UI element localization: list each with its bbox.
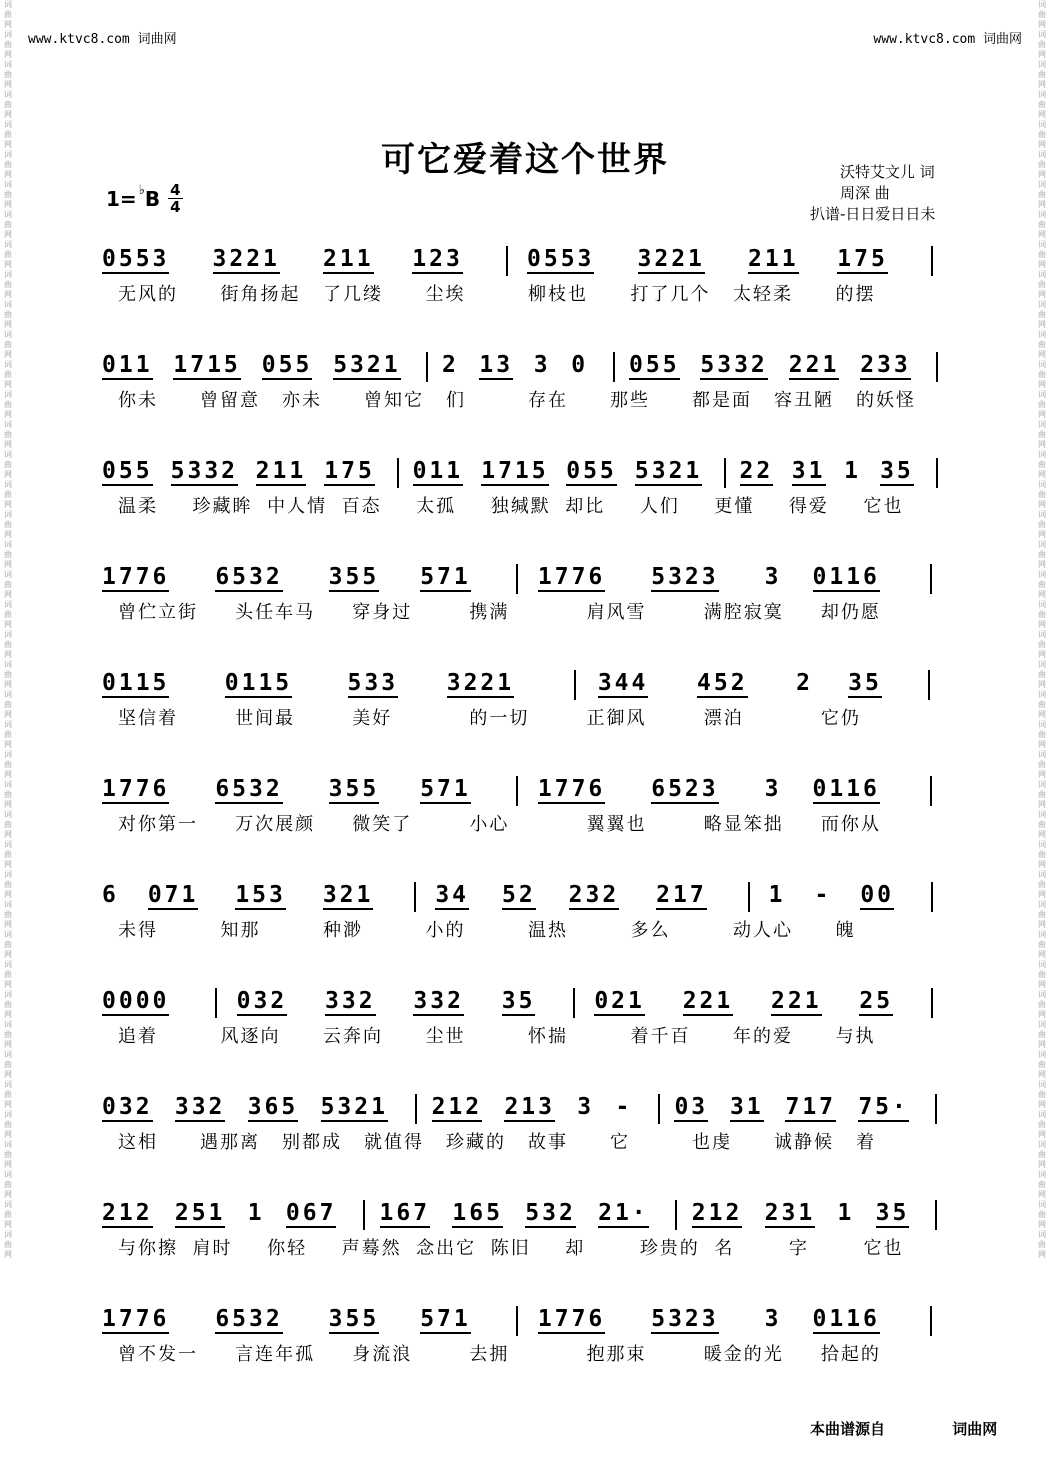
lyric-word: 身流浪 [352, 1344, 413, 1365]
score-row [98, 1198, 958, 1288]
lyric-word: 陈旧 [490, 1238, 531, 1259]
notes-line [98, 562, 958, 596]
note-group: 571 [420, 1306, 471, 1332]
score-row [98, 1092, 958, 1182]
note-group: 35 [880, 458, 914, 484]
lyric-word: 肩时 [192, 1238, 233, 1259]
note-group: 75· [858, 1094, 909, 1120]
lyrics-line [98, 916, 958, 942]
score-row [98, 350, 958, 440]
notes-line [98, 456, 958, 490]
note-group: 2 [442, 352, 459, 378]
lyric-word: 尘世 [425, 1026, 466, 1047]
lyric-word: 别都成 [282, 1132, 342, 1153]
lyric-word: 独缄默 [490, 496, 551, 517]
lyric-word: 温热 [528, 920, 568, 941]
lyric-word: 就值得 [364, 1132, 424, 1153]
note-group: 211 [323, 246, 374, 272]
note-group: 0115 [102, 670, 170, 696]
note-group: 165 [452, 1200, 503, 1226]
lyric-word: 怀揣 [528, 1026, 568, 1047]
lyric-word: 小心 [469, 814, 510, 835]
lyric-word: 遇那离 [200, 1132, 260, 1153]
note-group: 1776 [102, 776, 170, 802]
lyric-word: 世间最 [235, 708, 296, 729]
lyric-word: 云奔向 [323, 1026, 383, 1047]
note-group: 532 [525, 1200, 576, 1226]
note-group: 35 [501, 988, 536, 1014]
lyric-word: 穿身过 [352, 602, 413, 623]
note-group: 221 [682, 988, 734, 1014]
note-group: 0 [571, 352, 589, 378]
note-group: 6523 [651, 776, 719, 802]
key-signature [106, 182, 183, 215]
credits [810, 162, 935, 225]
watermark-right: www.ktvc8.com 词曲网 [873, 32, 1022, 47]
time-signature [168, 182, 182, 215]
lyric-word: 人们 [639, 496, 680, 517]
score-row [98, 1304, 958, 1394]
bar-line [936, 352, 938, 382]
note-group: 31 [729, 1094, 764, 1120]
note-group: 25 [859, 988, 894, 1014]
side-watermark-right: 词曲网词曲网词曲网词曲网词曲网词曲网词曲网词曲网词曲网词曲网词曲网词曲网词曲网词曲网词曲网词曲网词曲网词曲网词曲网词曲网词曲网词曲网词曲网词曲网词曲网词曲网词曲网词曲网词曲网词曲网词曲网词曲网词曲网词曲网词曲网词曲网词曲网词曲网词曲网词曲网词曲网词曲网 [1038, 0, 1046, 1259]
bar-line [675, 1200, 677, 1230]
lyric-word: 尘埃 [425, 284, 466, 305]
notes-line [98, 880, 958, 914]
note-group: 717 [785, 1094, 837, 1120]
lyric-word: 小的 [425, 920, 466, 941]
lyric-word: 得爱 [788, 496, 829, 517]
bar-line [931, 246, 933, 276]
bar-line [574, 670, 576, 700]
side-watermark-left: 词曲网词曲网词曲网词曲网词曲网词曲网词曲网词曲网词曲网词曲网词曲网词曲网词曲网词曲网词曲网词曲网词曲网词曲网词曲网词曲网词曲网词曲网词曲网词曲网词曲网词曲网词曲网词曲网词曲网词曲网词曲网词曲网词曲网词曲网词曲网词曲网词曲网词曲网词曲网词曲网词曲网词曲网 [4, 0, 12, 1259]
composer: 周深 曲 [840, 184, 890, 202]
notes-line [98, 774, 958, 808]
bar-line [397, 458, 399, 488]
note-group: 355 [328, 776, 380, 802]
lyricist: 沃特艾文儿 词 [840, 163, 935, 181]
note-group: 3 [764, 564, 782, 590]
bar-line [748, 882, 750, 912]
lyric-word: 这相 [118, 1132, 158, 1153]
note-group: 175 [837, 246, 888, 272]
lyric-word: 珍贵的 [639, 1238, 700, 1259]
footer [810, 1418, 997, 1439]
lyric-word: 着千百 [630, 1026, 691, 1047]
bar-line [930, 776, 932, 806]
note-group: 321 [322, 882, 374, 908]
bar-line [931, 882, 933, 912]
note-group: 344 [597, 670, 649, 696]
bar-line [415, 1094, 417, 1124]
note-group: 1 [768, 882, 786, 908]
note-group: 1776 [102, 1306, 170, 1332]
note-group: 332 [413, 988, 464, 1014]
lyrics-line [98, 1022, 958, 1048]
lyric-word: 曾不发一 [118, 1344, 198, 1365]
key-note: B [144, 186, 161, 211]
note-group: 35 [848, 670, 882, 696]
note-group: 6532 [215, 776, 283, 802]
note-group: 571 [420, 564, 471, 590]
lyric-word: 却仍愿 [820, 602, 881, 623]
note-group: 34 [435, 882, 470, 908]
lyric-word: 存在 [528, 390, 568, 411]
lyric-word: 名 [714, 1238, 735, 1259]
note-group: 032 [236, 988, 288, 1014]
lyric-word: 珍藏的 [446, 1132, 506, 1153]
lyric-word: 肩风雪 [586, 602, 647, 623]
lyrics-line [98, 386, 958, 412]
bar-line [930, 1306, 932, 1336]
note-group: 211 [255, 458, 307, 484]
note-group: 31 [791, 458, 826, 484]
bar-line [931, 988, 933, 1018]
note-group: 22 [739, 458, 774, 484]
notes-line [98, 350, 958, 384]
lyric-word: 正御风 [586, 708, 647, 729]
lyric-word: 的妖怪 [856, 390, 916, 411]
lyrics-line [98, 1234, 958, 1260]
lyric-word: 柳枝也 [528, 284, 588, 305]
lyric-word: 街角扬起 [220, 284, 301, 305]
lyric-word: 对你第一 [118, 814, 198, 835]
score-row [98, 774, 958, 864]
bar-line [426, 352, 428, 382]
lyric-word: 它 [610, 1132, 630, 1153]
bar-line [573, 988, 575, 1018]
lyric-word: 坚信着 [118, 708, 178, 729]
note-group: 212 [431, 1094, 483, 1120]
lyric-word: 微笑了 [352, 814, 413, 835]
lyric-word: 的摆 [835, 284, 876, 305]
note-group: 221 [788, 352, 840, 378]
bar-line [935, 1200, 937, 1230]
time-beats: 4 [170, 181, 181, 199]
lyric-word: 诚静候 [774, 1132, 834, 1153]
note-group: 217 [656, 882, 707, 908]
lyrics-line [98, 598, 958, 624]
bar-line [724, 458, 726, 488]
lyric-word: 百态 [341, 496, 382, 517]
note-group: 52 [502, 882, 536, 908]
lyric-word: 略显笨拙 [703, 814, 784, 835]
score-row [98, 880, 958, 970]
score-row [98, 456, 958, 546]
note-group: 5321 [320, 1094, 388, 1120]
song-title: 可它爱着这个世界 [381, 140, 669, 180]
note-group: 221 [771, 988, 822, 1014]
notes-line [98, 1304, 958, 1338]
score-row [98, 986, 958, 1076]
lyric-word: 你轻 [267, 1238, 308, 1259]
note-group: 055 [261, 352, 313, 378]
note-group: - [814, 882, 832, 908]
lyric-word: 知那 [220, 920, 261, 941]
note-group: 153 [235, 882, 286, 908]
lyric-word: 言连年孤 [235, 1344, 316, 1365]
lyric-word: 携满 [469, 602, 510, 623]
note-group: 3221 [637, 246, 705, 272]
bar-line [928, 670, 930, 700]
lyric-word: 亦未 [282, 390, 322, 411]
note-group: 571 [420, 776, 471, 802]
note-group: 1 [837, 1200, 855, 1226]
lyric-word: 你未 [118, 390, 158, 411]
lyric-word: 着 [856, 1132, 876, 1153]
lyric-word: 念出它 [416, 1238, 477, 1259]
note-group: 0116 [812, 564, 880, 590]
lyric-word: 漂泊 [703, 708, 744, 729]
key-prefix: 1= [106, 186, 137, 211]
lyric-word: 抱那束 [586, 1344, 647, 1365]
lyric-word: 曾知它 [364, 390, 424, 411]
note-group: 3 [533, 352, 551, 378]
note-group: 6532 [215, 1306, 283, 1332]
note-group: 35 [875, 1200, 910, 1226]
note-group: 5321 [634, 458, 703, 484]
note-group: 055 [102, 458, 153, 484]
note-group: 032 [102, 1094, 153, 1120]
note-group: 231 [764, 1200, 816, 1226]
note-group: 5323 [651, 564, 719, 590]
lyrics-line [98, 1340, 958, 1366]
lyric-word: 而你从 [820, 814, 881, 835]
lyric-word: 它仍 [820, 708, 861, 729]
footer-source: 本曲谱源自 [810, 1420, 886, 1438]
lyric-word: 声蓦然 [341, 1238, 402, 1259]
lyrics-line [98, 1128, 958, 1154]
lyric-word: 字 [788, 1238, 809, 1259]
lyric-word: 都是面 [692, 390, 752, 411]
notes-line [98, 1092, 958, 1126]
note-group: 055 [629, 352, 680, 378]
note-group: 5323 [651, 1306, 719, 1332]
bar-line [936, 458, 938, 488]
bar-line [516, 776, 518, 806]
note-group: 167 [379, 1200, 431, 1226]
note-group: 13 [479, 352, 514, 378]
bar-line [516, 1306, 518, 1336]
lyric-word: 中人情 [267, 496, 328, 517]
lyric-word: 容丑陋 [774, 390, 834, 411]
note-group: 3221 [446, 670, 515, 696]
score-row [98, 562, 958, 652]
note-group: 1776 [102, 564, 170, 590]
bar-line [363, 1200, 365, 1230]
note-group: 0116 [812, 1306, 880, 1332]
lyric-word: 万次展颜 [235, 814, 316, 835]
note-group: 123 [412, 246, 463, 272]
note-group: 3 [764, 776, 782, 802]
note-group: 3 [577, 1094, 595, 1120]
note-group: 5332 [170, 458, 239, 484]
note-group: 0116 [812, 776, 880, 802]
note-group: 071 [147, 882, 199, 908]
lyric-word: 美好 [352, 708, 393, 729]
bar-line [935, 1094, 937, 1124]
note-group: 3 [764, 1306, 782, 1332]
lyric-word: 们 [446, 390, 466, 411]
note-group: 0115 [224, 670, 293, 696]
lyrics-line [98, 492, 958, 518]
note-group: 021 [594, 988, 645, 1014]
score-row [98, 668, 958, 758]
note-group: 3221 [212, 246, 280, 272]
lyric-word: 年的爱 [733, 1026, 793, 1047]
flat-sign: ♭ [138, 183, 145, 198]
lyric-word: 与执 [835, 1026, 876, 1047]
lyric-word: 却比 [565, 496, 606, 517]
lyric-word: 暖金的光 [703, 1344, 784, 1365]
notes-line [98, 1198, 958, 1232]
lyric-word: 无风的 [118, 284, 178, 305]
note-group: 213 [504, 1094, 555, 1120]
bar-line [215, 988, 217, 1018]
lyric-word: 拾起的 [820, 1344, 881, 1365]
lyric-word: 的一切 [469, 708, 530, 729]
note-group: 0553 [102, 246, 170, 272]
note-group: 067 [285, 1200, 337, 1226]
lyric-word: 了几缕 [323, 284, 383, 305]
score-row [98, 244, 958, 334]
notes-line [98, 244, 958, 278]
note-group: 011 [412, 458, 464, 484]
lyrics-line [98, 280, 958, 306]
lyric-word: 故事 [528, 1132, 568, 1153]
notes-line [98, 986, 958, 1020]
note-group: 355 [328, 1306, 380, 1332]
lyric-word: 它也 [863, 1238, 904, 1259]
note-group: 0553 [527, 246, 595, 272]
lyric-word: 与你擦 [118, 1238, 178, 1259]
lyrics-line [98, 704, 958, 730]
bar-line [658, 1094, 660, 1124]
lyrics-line [98, 810, 958, 836]
watermark-left: www.ktvc8.com 词曲网 [28, 32, 177, 47]
note-group: 1776 [537, 1306, 606, 1332]
time-unit: 4 [170, 198, 181, 216]
bar-line [613, 352, 615, 382]
note-group: 2 [796, 670, 814, 696]
lyric-word: 却 [565, 1238, 586, 1259]
note-group: 212 [102, 1200, 153, 1226]
lyric-word: 曾留意 [200, 390, 260, 411]
lyric-word: 翼翼也 [586, 814, 647, 835]
note-group: - [615, 1094, 633, 1120]
note-group: 232 [568, 882, 620, 908]
bar-line [930, 564, 932, 594]
note-group: 355 [328, 564, 380, 590]
lyric-word: 更懂 [714, 496, 755, 517]
lyric-word: 它也 [863, 496, 904, 517]
note-group: 452 [697, 670, 748, 696]
note-group: 1 [844, 458, 861, 484]
note-group: 365 [247, 1094, 299, 1120]
note-group: 1715 [481, 458, 549, 484]
note-group: 5321 [333, 352, 401, 378]
lyric-word: 魄 [835, 920, 856, 941]
lyric-word: 头任车马 [235, 602, 316, 623]
note-group: 1 [247, 1200, 265, 1226]
lyric-word: 也虔 [692, 1132, 732, 1153]
lyric-word: 太孤 [416, 496, 457, 517]
lyric-word: 追着 [118, 1026, 158, 1047]
lyric-word: 未得 [118, 920, 158, 941]
note-group: 211 [748, 246, 799, 272]
bar-line [414, 882, 416, 912]
note-group: 0000 [102, 988, 170, 1014]
transcriber: 扒谱-日日爱日日未 [810, 205, 936, 223]
note-group: 332 [325, 988, 376, 1014]
lyric-word: 打了几个 [630, 284, 711, 305]
notes-line [98, 668, 958, 702]
note-group: 6 [102, 882, 119, 908]
note-group: 233 [860, 352, 911, 378]
note-group: 212 [691, 1200, 743, 1226]
note-group: 6532 [215, 564, 283, 590]
note-group: 1715 [173, 352, 241, 378]
lyric-word: 种渺 [323, 920, 363, 941]
lyric-word: 曾伫立街 [118, 602, 198, 623]
lyric-word: 去拥 [469, 1344, 510, 1365]
footer-site: 词曲网 [952, 1420, 998, 1438]
note-group: 03 [674, 1094, 709, 1120]
note-group: 21· [598, 1200, 649, 1226]
note-group: 055 [566, 458, 617, 484]
lyric-word: 多么 [630, 920, 671, 941]
lyric-word: 那些 [610, 390, 650, 411]
lyric-word: 动人心 [733, 920, 793, 941]
lyric-word: 珍藏眸 [192, 496, 253, 517]
note-group: 1776 [537, 564, 606, 590]
note-group: 5332 [700, 352, 768, 378]
note-group: 533 [347, 670, 399, 696]
lyric-word: 温柔 [118, 496, 158, 517]
note-group: 175 [324, 458, 375, 484]
note-group: 332 [174, 1094, 226, 1120]
note-group: 00 [860, 882, 895, 908]
lyric-word: 满腔寂寞 [703, 602, 784, 623]
note-group: 1776 [537, 776, 606, 802]
bar-line [506, 246, 508, 276]
lyric-word: 太轻柔 [733, 284, 793, 305]
note-group: 011 [102, 352, 153, 378]
bar-line [516, 564, 518, 594]
lyric-word: 风逐向 [220, 1026, 281, 1047]
note-group: 251 [174, 1200, 226, 1226]
